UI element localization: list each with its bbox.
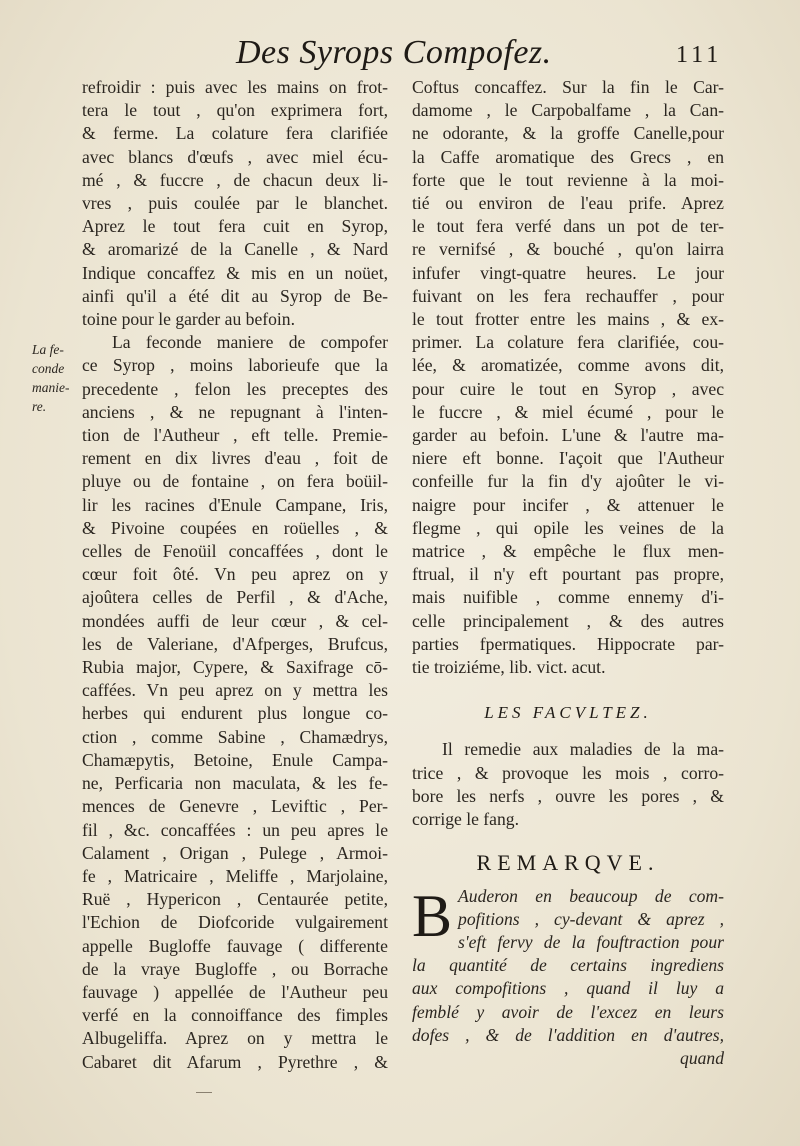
text-line: mais nuifible , comme ennemy d'i- <box>412 587 724 608</box>
text-line: ne, Perficaria non maculata, & les fe- <box>82 773 388 794</box>
margin-note-line: La fe- <box>32 342 64 357</box>
text-line: le fuccre , & miel écumé , pour le <box>412 401 724 422</box>
text-line: & Pivoine coupées en roüelles , & <box>82 517 388 538</box>
text-line: confeille fur la fin d'y ajoûter le vi- <box>412 471 724 492</box>
text-line: lée, & aromatizée, comme avons dit, <box>412 355 724 376</box>
text-line: toine pour le garder au befoin. <box>82 309 295 330</box>
text-line: re vernifsé , & bouché , qu'on lairra <box>412 239 724 260</box>
text-line: matrice , & empêche le flux men- <box>412 541 724 562</box>
margin-note <box>32 340 78 416</box>
text-line: fauvage ) appellée de l'Autheur peu <box>82 981 388 1002</box>
text-line: Indique concaffez & mis en un noüet, <box>82 262 388 283</box>
text-line: tié ou environ de l'eau prife. Aprez <box>412 193 724 214</box>
text-line: Chamæpytis, Betoine, Enule Campa- <box>82 749 388 770</box>
text-line: la quantité de certains ingrediens <box>412 955 724 976</box>
text-line: mondées auffi de leur cœur , & cel- <box>82 610 388 631</box>
text-line: forte que le tout revienne à la moi- <box>412 169 724 190</box>
text-line: les de Valeriane, d'Afperges, Brufcus, <box>82 633 388 654</box>
text-line: ajoûtera celles de Perfil , & d'Ache, <box>82 587 388 608</box>
footer-rule <box>196 1092 212 1093</box>
remarque-body <box>412 882 724 1071</box>
text-line: naigre pour incifer , & attenuer le <box>412 494 724 515</box>
text-line: dofes , & de l'addition en d'autres, <box>412 1024 724 1045</box>
text-line: de la vraye Bugloffe , ou Borrache <box>82 958 388 979</box>
text-line: appelle Bugloffe fauvage ( differente <box>82 935 388 956</box>
text-line: fil , &c. concaffées : un peu apres le <box>82 819 388 840</box>
text-line: Rubia major, Cypere, & Saxifrage cō- <box>82 657 388 678</box>
text-line: mences de Genevre , Leviftic , Per- <box>82 796 388 817</box>
text-line: s'eft fervy de la fouftraction pour <box>458 931 724 952</box>
text-line: Auderon en beaucoup de com- <box>458 885 724 906</box>
text-line: pluye ou de fontaine , on fera boüil- <box>82 471 388 492</box>
text-line: celles de Fenoüil concaffées , dont le <box>82 541 388 562</box>
text-line: niere eft bonne. I'açoit que l'Autheur <box>412 448 724 469</box>
left-column <box>82 76 388 1074</box>
remarque-heading: REMARQVE. <box>476 850 660 876</box>
text-line: tera le tout , qu'on exprimera fort, <box>82 100 388 121</box>
text-line: pour cuire le tout en Syrop , avec <box>412 378 724 399</box>
margin-note-line: conde <box>32 361 65 376</box>
text-line: vres , puis coulée par le blanchet. <box>82 193 388 214</box>
text-line: & ferme. La colature fera clarifiée <box>82 123 388 144</box>
text-line: celle principalement , & des autres <box>412 610 724 631</box>
text-line: garder au befoin. L'une & l'autre ma- <box>412 425 724 446</box>
facultez-heading: LES FACVLTEZ. <box>484 703 652 723</box>
text-line: refroidir : puis avec les mains on frot- <box>82 77 388 97</box>
text-line: le tout fera verfé dans un pot de ter- <box>412 216 724 237</box>
drop-cap: B <box>412 882 453 949</box>
text-line: La feconde maniere de compofer <box>112 332 388 353</box>
text-line: mé , & fuccre , de chacun deux li- <box>82 169 388 190</box>
text-line: Il remedie aux maladies de la ma- <box>442 739 724 760</box>
text-line: aux compofitions , quand il luy a <box>412 978 724 999</box>
margin-note-line: re. <box>32 399 47 414</box>
text-line: tion de l'Autheur , eft telle. Premie- <box>82 425 388 446</box>
text-line: Aprez le tout fera cuit en Syrop, <box>82 216 388 237</box>
text-line: Ruë , Hypericon , Centaurée petite, <box>82 889 388 910</box>
text-line: pofitions , cy-devant & aprez , <box>458 908 724 929</box>
text-line: Coftus concaffez. Sur la fin le Car- <box>412 77 724 97</box>
text-line: trice , & provoque les mois , corro- <box>412 762 724 783</box>
text-line: lir les racines d'Enule Campane, Iris, <box>82 494 388 515</box>
text-line: Albugeliffa. Aprez on y mettra le <box>82 1028 388 1049</box>
right-column <box>412 76 724 1070</box>
page-number: 111 <box>676 42 723 68</box>
running-title: Des Syrops Compofez. <box>236 34 552 71</box>
text-line: & aromarizé de la Canelle , & Nard <box>82 239 388 260</box>
text-line: verfé en la connoiffance des fimples <box>82 1005 388 1026</box>
text-line: precedente , felon les preceptes des <box>82 378 388 399</box>
text-line: caffées. Vn peu aprez on y mettra les <box>82 680 388 701</box>
text-line: ction , comme Sabine , Chamædrys, <box>82 726 388 747</box>
text-line: l'Echion de Diofcoride vulgairement <box>82 912 388 933</box>
text-line: primer. La colature fera clarifiée, cou- <box>412 332 724 353</box>
catchword: quand <box>680 1047 724 1068</box>
text-line: anciens , & ne repugnant à l'inten- <box>82 401 388 422</box>
text-line: parties fpermatiques. Hippocrate par- <box>412 633 724 654</box>
text-line: infufer vingt-quatre heures. Le jour <box>412 262 724 283</box>
text-line: avec blancs d'œufs , avec miel écu- <box>82 146 388 167</box>
text-line: femblé y avoir de l'excez en leurs <box>412 1001 724 1022</box>
text-line: flegme , qui opile les veines de la <box>412 517 724 538</box>
text-line: Cabaret dit Afarum , Pyrethre , & <box>82 1051 388 1072</box>
text-line: ne odorante, & la groffe Canelle,pour <box>412 123 724 144</box>
text-line: corrige le fang. <box>412 809 519 830</box>
text-line: fe , Matricaire , Meliffe , Marjolaine, <box>82 865 388 886</box>
margin-note-line: manie- <box>32 380 70 395</box>
text-line: herbes qui endurent plus longue co- <box>82 703 388 724</box>
text-line: ainfi qu'il a été dit au Syrop de Be- <box>82 285 388 306</box>
text-line: cœur foit ôté. Vn peu aprez on y <box>82 564 388 585</box>
text-line: ce Syrop , moins laborieufe que la <box>82 355 388 376</box>
text-line: damome , le Carpobalfame , la Can- <box>412 100 724 121</box>
text-line: bore les nerfs , ouvre les pores , & <box>412 785 724 806</box>
text-line: rement en dix livres d'eau , foit de <box>82 448 388 469</box>
text-line: fuivant on les fera rechauffer , pour <box>412 285 724 306</box>
text-line: ftrual, il n'y eft pourtant pas propre, <box>412 564 724 585</box>
text-line: le tout frotter entre les mains , & ex- <box>412 309 724 330</box>
text-line: la Caffe aromatique des Grecs , en <box>412 146 724 167</box>
text-line: tie troiziéme, lib. vict. acut. <box>412 657 606 678</box>
text-line: Calament , Origan , Pulege , Armoi- <box>82 842 388 863</box>
